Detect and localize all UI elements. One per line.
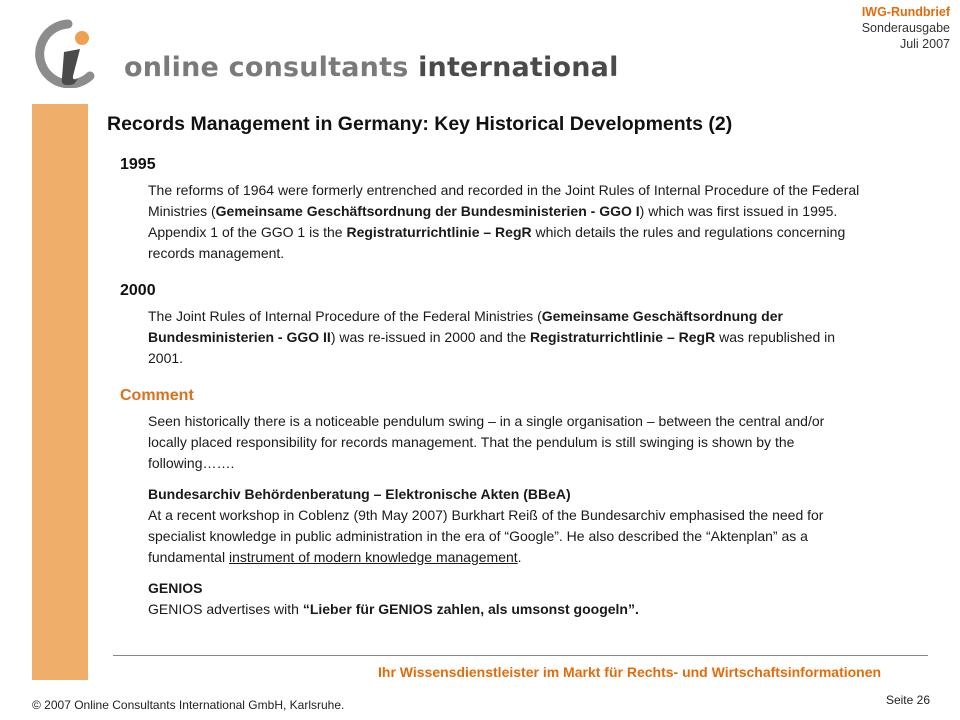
paragraph-bbea: Bundesarchiv Behördenberatung – Elektronische Akten (BBeA) At a recent workshop in Coblenz (9th May 2007) Burkhart Reiß of the Bundesarchiv emphasised the need for specialist knowledge in public administration in the era of “Google”. He also described the “Aktenplan” as a fundamental instrument of modern knowledge management. (148, 486, 824, 565)
slide-title: Records Management in Germany: Key Historical Developments (2) (107, 113, 733, 135)
company-logo (28, 18, 619, 88)
slide-body (120, 154, 865, 620)
copyright-text: © 2007 Online Consultants International GmbH, Karlsruhe. (32, 698, 345, 712)
footer-divider (113, 655, 928, 656)
paragraph-1995: The reforms of 1964 were formerly entrenched and recorded in the Joint Rules of Internal Procedure of the Federal Ministries (Gemeinsame Geschäftsordnung der Bundesministerien - GGO I) which was first issued in 1995. Appendix 1 of the GGO 1 is the Registraturrichtlinie – RegR which details the rules and regulations concerning records management. (148, 182, 860, 261)
page-number: Seite 26 (885, 693, 930, 707)
newsletter-info (862, 4, 950, 52)
newsletter-title: IWG-Rundbrief (861, 5, 950, 19)
knowledge-management-link[interactable]: instrument of modern knowledge management (228, 549, 518, 565)
heading-2000: 2000 (120, 282, 156, 299)
paragraph-comment-intro: Seen historically there is a noticeable pendulum swing – in a single organisation – between the central and/or locally placed responsibility for records management. That the pendulum is still swinging is shown by the following……. (148, 413, 825, 471)
paragraph-2000: The Joint Rules of Internal Procedure of the Federal Ministries (Gemeinsame Geschäftsordnung der Bundesministerien - GGO II) was re-issued in 2000 and the Registraturrichtlinie – RegR was republished in 2001. (148, 308, 836, 366)
footer-tagline: Ihr Wissensdienstleister im Markt für Rechts- und Wirtschaftsinformationen (378, 664, 882, 680)
heading-1995: 1995 (120, 156, 156, 173)
edition-label: Sonderausgabe (861, 21, 950, 35)
issue-date: Juli 2007 (899, 37, 950, 51)
logo-wordmark: online consultants international (124, 52, 619, 83)
paragraph-genios: GENIOS GENIOS advertises with “Lieber für GENIOS zahlen, als umsonst googeln”. (148, 580, 639, 617)
genios-heading: GENIOS (148, 580, 203, 596)
bbea-heading: Bundesarchiv Behördenberatung – Elektronische Akten (BBeA) (148, 486, 571, 502)
logo-i-icon (28, 18, 118, 88)
heading-comment: Comment (120, 387, 194, 404)
sidebar-accent-bar (32, 104, 88, 680)
